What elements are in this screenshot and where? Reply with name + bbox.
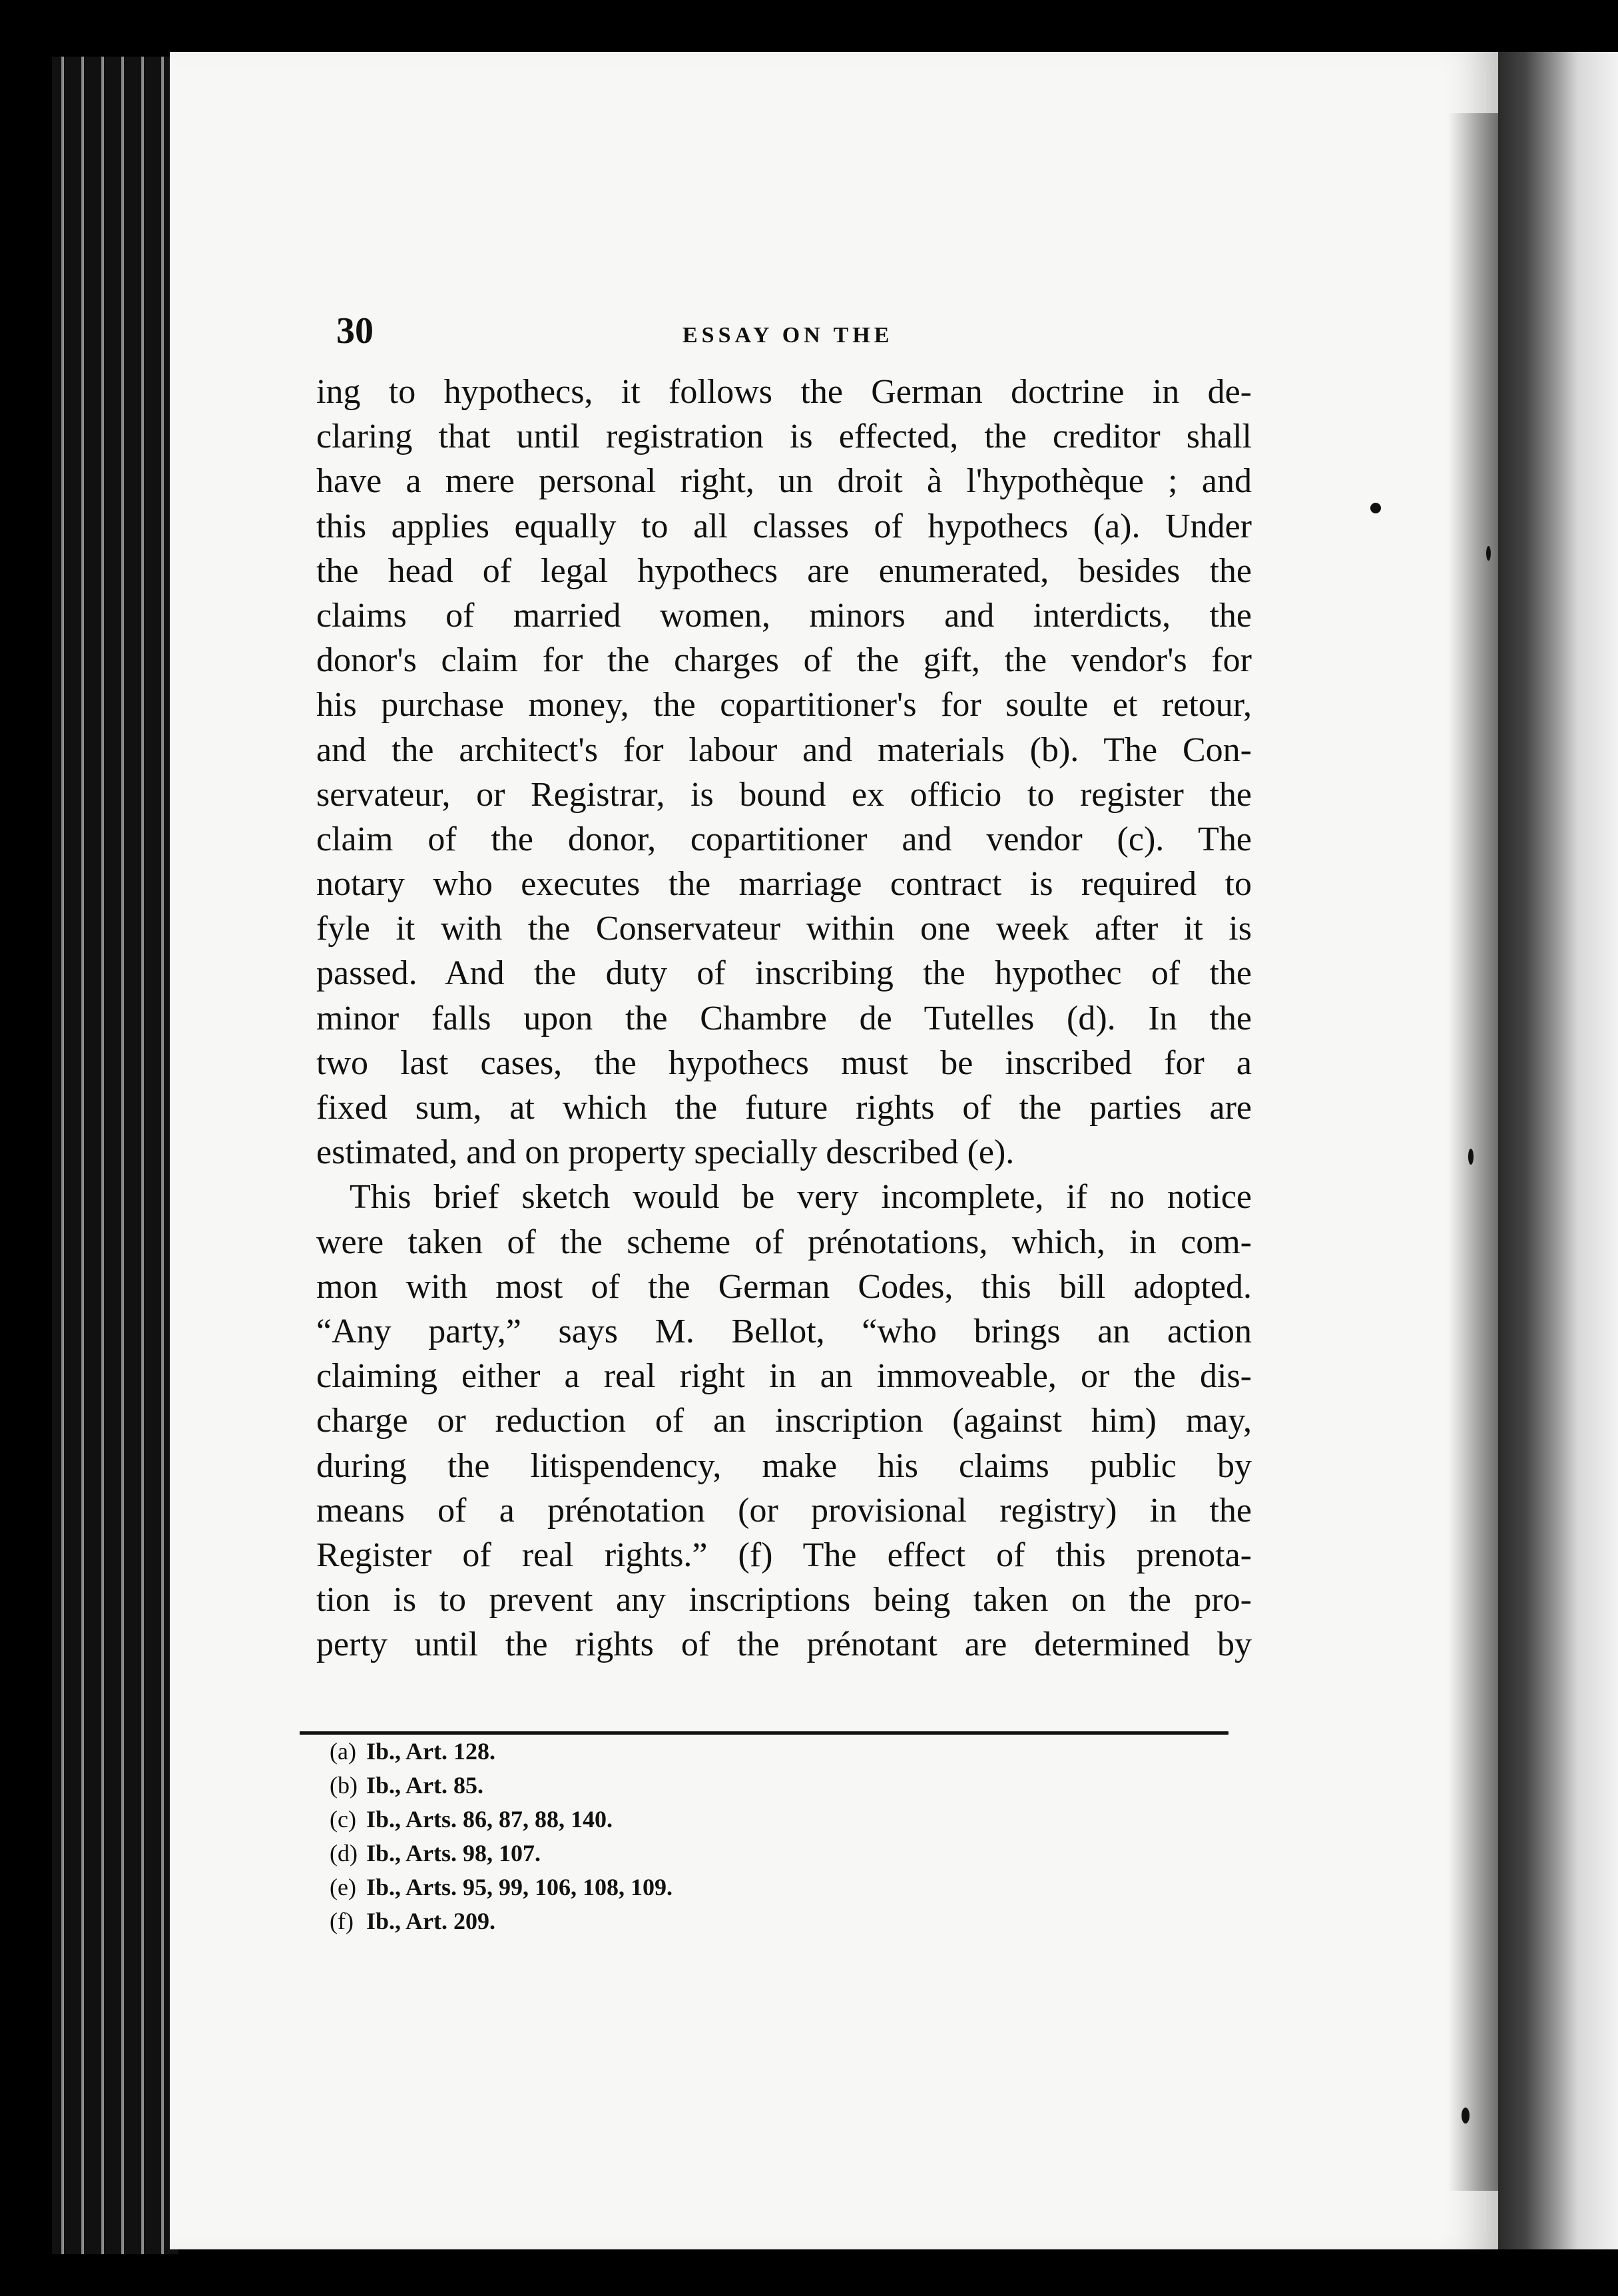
footnote <box>330 1803 929 1837</box>
text-line: claims of married women, minors and interdicts, the <box>316 596 1252 635</box>
footnote-mark: (c) <box>330 1806 356 1833</box>
footnote-mark: (a) <box>330 1738 356 1765</box>
text-line: tion is to prevent any inscriptions being taken on the pro- <box>316 1581 1252 1619</box>
text-line: fyle it with the Conservateur within one week after it is <box>316 910 1252 948</box>
running-title: ESSAY ON THE <box>682 323 894 348</box>
text-line: donor's claim for the charges of the gift, the vendor's for <box>316 641 1252 680</box>
footnote <box>330 1769 929 1803</box>
text-line: means of a prénotation (or provisional registry) in the <box>316 1491 1252 1530</box>
footnote <box>330 1837 929 1870</box>
footnote-text: Ib., Arts. 86, 87, 88, 140. <box>366 1806 613 1833</box>
text-line: during the litispendency, make his claims public by <box>316 1446 1252 1485</box>
text-line: charge or reduction of an inscription (against him) may, <box>316 1402 1252 1440</box>
facing-page-edge <box>1498 52 1618 2249</box>
ink-speck <box>1462 2108 1470 2124</box>
footnote-text: Ib., Arts. 95, 99, 106, 108, 109. <box>366 1874 673 1900</box>
footnote <box>330 1735 929 1769</box>
footnotes <box>330 1735 929 1938</box>
text-line: his purchase money, the copartitioner's for soulte et retour, <box>316 686 1252 724</box>
footnote-mark: (e) <box>330 1874 356 1900</box>
text-line: this applies equally to all classes of hypothecs (a). Under <box>316 507 1252 545</box>
text-line: fixed sum, at which the future rights of the parties are <box>316 1089 1252 1127</box>
footnote-text: Ib., Arts. 98, 107. <box>366 1840 541 1866</box>
body-text <box>316 370 1252 1667</box>
paragraph-start-line: This brief sketch would be very incomplete, if no notice <box>350 1178 1252 1217</box>
text-line: the head of legal hypothecs are enumerated, besides the <box>316 551 1252 590</box>
running-head <box>336 310 1228 363</box>
text-line: mon with most of the German Codes, this bill adopted. <box>316 1267 1252 1306</box>
footnote <box>330 1904 929 1938</box>
footnote <box>330 1870 929 1904</box>
text-line: claiming either a real right in an immoveable, or the dis- <box>316 1357 1252 1396</box>
footnote-text: Ib., Art. 85. <box>366 1772 484 1799</box>
paragraph-end-line: estimated, and on property specially described (e). <box>316 1133 1015 1172</box>
footnote-text: Ib., Art. 128. <box>366 1738 496 1765</box>
text-line: claim of the donor, copartitioner and vendor (c). The <box>316 820 1252 858</box>
footnote-mark: (f) <box>330 1908 354 1934</box>
footnote-mark: (b) <box>330 1772 358 1799</box>
ink-speck <box>1486 546 1491 561</box>
text-line: ing to hypothecs, it follows the German doctrine in de- <box>316 373 1252 411</box>
text-line: and the architect's for labour and materials (b). The Con- <box>316 730 1252 769</box>
text-line: two last cases, the hypothecs must be inscribed for a <box>316 1043 1252 1082</box>
text-line: claring that until registration is effected, the creditor shall <box>316 418 1252 456</box>
text-line: notary who executes the marriage contract is required to <box>316 865 1252 904</box>
text-line: Register of real rights.” (f) The effect of this prenota- <box>316 1536 1252 1574</box>
text-line: “Any party,” says M. Bellot, “who brings an action <box>316 1312 1252 1350</box>
text-line: servateur, or Registrar, is bound ex officio to register the <box>316 775 1252 814</box>
text-line: have a mere personal right, un droit à l'hypothèque ; and <box>316 462 1252 501</box>
footnote-mark: (d) <box>330 1840 358 1866</box>
ink-speck <box>1468 1149 1474 1165</box>
text-line: were taken of the scheme of prénotations, which, in com- <box>316 1223 1252 1261</box>
page-edges <box>52 57 178 2254</box>
text-line: perty until the rights of the prénotant are determined by <box>316 1625 1252 1664</box>
gutter-shadow <box>1448 113 1498 2191</box>
text-line: passed. And the duty of inscribing the hypothec of the <box>316 954 1252 993</box>
footnote-text: Ib., Art. 209. <box>366 1908 496 1934</box>
text-line: minor falls upon the Chambre de Tutelles (d). In the <box>316 999 1252 1037</box>
ink-speck <box>1370 503 1381 513</box>
page-number: 30 <box>336 310 374 352</box>
